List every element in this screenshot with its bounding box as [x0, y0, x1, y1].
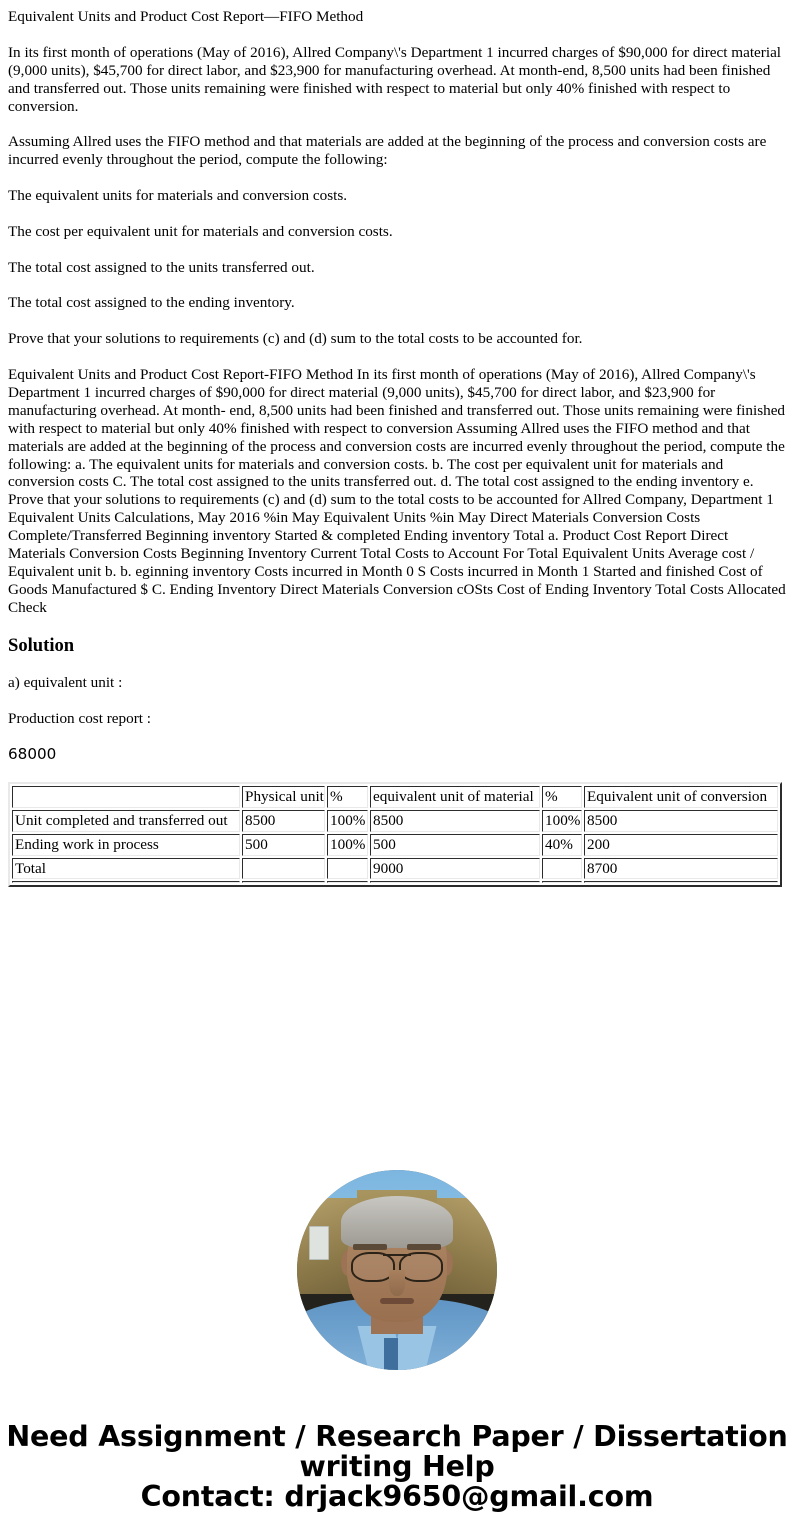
- spacer: [8, 692, 786, 710]
- avatar-eyebrow-left: [353, 1244, 387, 1250]
- spacer: [8, 277, 786, 295]
- table-header-cell-blank: [12, 786, 240, 808]
- cell-pct-material: 100%: [327, 810, 368, 832]
- row-label: Unit completed and transferred out: [12, 810, 240, 832]
- requirement-item-a: The equivalent units for materials and conversion costs.: [8, 187, 348, 205]
- cell-pct-material: 100%: [327, 834, 368, 856]
- cell-equivalent-unit-conversion: 8700: [584, 858, 778, 880]
- table-row: [12, 858, 778, 880]
- requirement-item-d: The total cost assigned to the ending inventory.: [8, 294, 295, 312]
- table-header-cell-physical-unit: Physical unit: [242, 786, 325, 808]
- empty-cell: [12, 881, 240, 883]
- avatar: [297, 1170, 497, 1370]
- cell-pct-material: [327, 858, 368, 880]
- footer-line-3: Contact: drjack9650@gmail.com: [140, 1480, 654, 1514]
- cell-equivalent-unit-material: 500: [370, 834, 540, 856]
- table-header-cell-pct-conversion: %: [542, 786, 582, 808]
- avatar-background-switch: [309, 1226, 329, 1260]
- avatar-hair: [341, 1196, 453, 1248]
- requirement-item-b: The cost per equivalent unit for materials and conversion costs.: [8, 222, 393, 240]
- footer-contact-banner: [0, 1422, 794, 1512]
- avatar-eyebrow-right: [407, 1244, 441, 1250]
- row-label: Ending work in process: [12, 834, 240, 856]
- requirement-item-e: Prove that your solutions to requirements (c) and (d) sum to the total costs to be accounted for.: [8, 330, 583, 348]
- spacer: [8, 26, 786, 44]
- page-title: Equivalent Units and Product Cost Report—FIFO Method: [8, 8, 364, 25]
- spacer: [8, 115, 786, 133]
- assumption-paragraph: Assuming Allred uses the FIFO method and that materials are added at the beginning of the process and conversion costs are incurred evenly throughout the period, compute the following:: [8, 133, 767, 169]
- solution-line-b: Production cost report :: [8, 710, 151, 728]
- avatar-lens-right: [399, 1252, 443, 1282]
- empty-cell: [584, 881, 778, 883]
- avatar-tie: [384, 1338, 398, 1370]
- avatar-glasses-bridge: [383, 1254, 411, 1256]
- avatar-nose: [389, 1270, 405, 1296]
- avatar-mouth: [380, 1298, 414, 1304]
- spacer: [8, 169, 786, 187]
- table-header-row: [12, 786, 778, 808]
- requirement-item-c: The total cost assigned to the units transferred out.: [8, 258, 315, 276]
- cell-equivalent-unit-conversion: 200: [584, 834, 778, 856]
- footer-line-2: writing Help: [299, 1450, 495, 1484]
- table-header-cell-pct-material: %: [327, 786, 368, 808]
- table-trailing-empty-row: [12, 881, 778, 883]
- table-header-cell-equivalent-unit-material: equivalent unit of material: [370, 786, 540, 808]
- empty-cell: [327, 881, 368, 883]
- stray-number: 68000: [8, 745, 57, 764]
- empty-cell: [370, 881, 540, 883]
- spacer: [8, 617, 786, 635]
- solution-line-a: a) equivalent unit :: [8, 674, 123, 692]
- table-row: [12, 834, 778, 856]
- table-header-cell-equivalent-unit-conversion: Equivalent unit of conversion: [584, 786, 778, 808]
- cell-pct-conversion: [542, 858, 582, 880]
- avatar-container: [0, 1170, 794, 1370]
- cell-equivalent-unit-material: 8500: [370, 810, 540, 832]
- table-row: [12, 810, 778, 832]
- cell-equivalent-unit-conversion: 8500: [584, 810, 778, 832]
- footer-line-1: Need Assignment / Research Paper / Dissertation: [6, 1420, 788, 1454]
- avatar-lens-left: [351, 1252, 395, 1282]
- spacer: [8, 348, 786, 366]
- spacer: [8, 728, 786, 746]
- equivalent-units-table: [8, 782, 782, 888]
- cell-physical-unit: 500: [242, 834, 325, 856]
- solution-heading: Solution: [8, 634, 75, 656]
- intro-paragraph: In its first month of operations (May of 2016), Allred Company\'s Department 1 incurred charges of $90,000 for direct material (9,000 units), $45,700 for direct labor, and $23,900 for manufacturing overhead. At month-end, 8,500 units had been finished and transferred out. Those units remaining were finished with respect to material but only 40% finished with respect to conversion.: [8, 43, 782, 115]
- cell-physical-unit: 8500: [242, 810, 325, 832]
- restated-question-block: Equivalent Units and Product Cost Report-FIFO Method In its first month of operations (May of 2016), Allred Company\'s Department 1 incurred charges of $90,000 for direct material (9,000 units), $45,700 for direct labor, and $23,900 for manufacturing overhead. At month- end, 8,500 units had been finished and transferred out. Those units remaining were finished with respect to material but only 40% finished with respect to conversion Assuming Allred uses the FIFO method and that materials are added at the beginning of the process and conversion costs are incurred evenly throughout the period, compute the following: a. The equivalent units for materials and conversion costs. b. The cost per equivalent unit for materials and conversion costs C. The total cost assigned to the units transferred out. d. The total cost assigned to the ending inventory e. Prove that your solutions to requirements (c) and (d) sum to the total costs to be accounted for Allred Company, Department 1 Equivalent Units Calculations, May 2016 %in May Equivalent Units %in May Direct Materials Conversion Costs Complete/Transferred Beginning inventory Started & completed Ending inventory Total a. Product Cost Report Direct Materials Conversion Costs Beginning Inventory Current Total Costs to Account For Total Equivalent Units Average cost / Equivalent unit b. b. eginning inventory Costs incurred in Month 0 S Costs incurred in Month 1 Started and finished Cost of Goods Manufactured $ C. Ending Inventory Direct Materials Conversion cOSts Cost of Ending Inventory Total Costs Allocated Check: [8, 366, 786, 616]
- empty-cell: [242, 881, 325, 883]
- spacer: [8, 764, 786, 782]
- row-label: Total: [12, 858, 240, 880]
- spacer: [8, 241, 786, 259]
- cell-pct-conversion: 100%: [542, 810, 582, 832]
- spacer: [8, 205, 786, 223]
- cell-pct-conversion: 40%: [542, 834, 582, 856]
- spacer: [8, 312, 786, 330]
- cell-physical-unit: [242, 858, 325, 880]
- cell-equivalent-unit-material: 9000: [370, 858, 540, 880]
- empty-cell: [542, 881, 582, 883]
- spacer: [8, 657, 786, 675]
